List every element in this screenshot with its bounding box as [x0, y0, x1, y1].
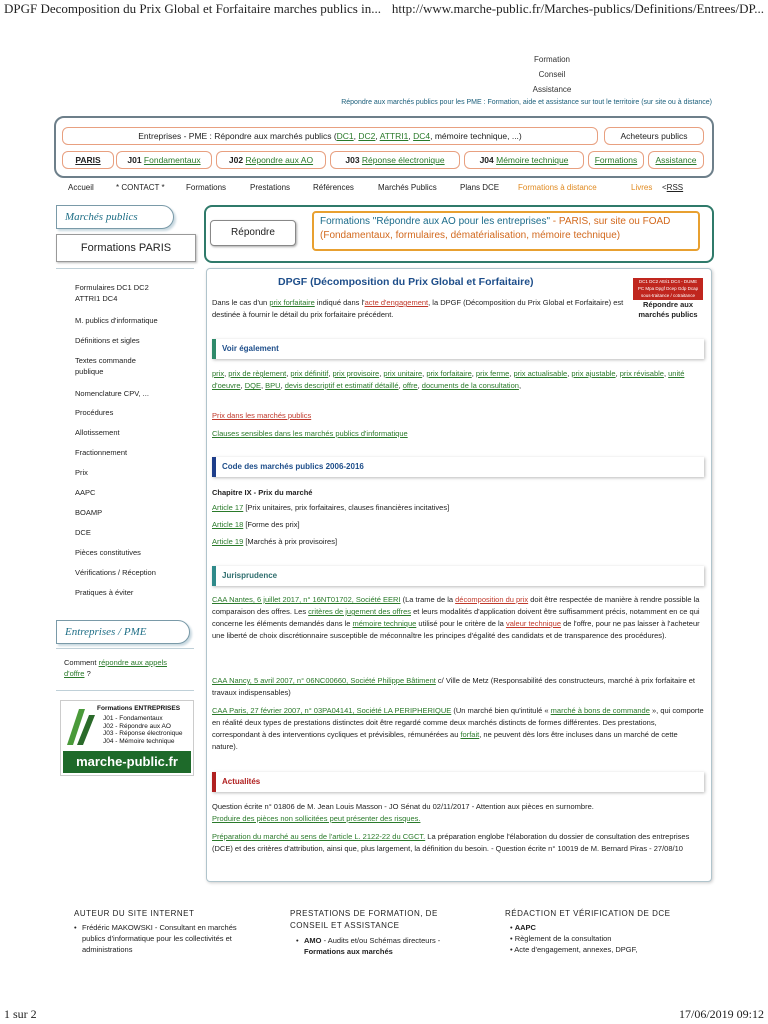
actu2-text: La préparation englobe l'élaboration du dossier de consultation des entreprises (DCE) et des critères d'attribution, ainsi que, plus largement, la définition du besoin. - Question écrite n° 10019 de M. Bernard Piras - 27/08/10 [212, 832, 690, 853]
section-actualites: Actualités [212, 772, 704, 792]
footer-col3-item-1[interactable] [510, 922, 710, 933]
voir-link-prix[interactable]: prix [212, 369, 225, 378]
chapitre-heading: Chapitre IX - Prix du marché [212, 488, 313, 497]
juris1-text-e: de l'offre, pour ne pas laisser à l'acheteur une liberté de choix discrétionnaire susceptible de méconnaître les principes d'égalité des candidats et de transparence des procédures). [212, 619, 700, 640]
article-17-link[interactable]: Article 17 [212, 503, 244, 512]
voir-link-prix-reglement[interactable]: prix de règlement [228, 369, 287, 378]
repondre-badge[interactable] [633, 278, 703, 300]
footer-col3-title: RÉDACTION ET VÉRIFICATION DE DCE [505, 909, 671, 918]
actualite-2 [212, 831, 704, 855]
footer-formations-marches: Formations aux marchés [304, 947, 393, 956]
actu1-text: Question écrite n° 01806 de M. Jean Louis Masson - JO Sénat du 02/11/2017 - Attention aux pièces en surnombre. [212, 802, 594, 811]
caa-nancy-link[interactable]: CAA Nancy, 5 avril 2007, n° 06NC00660, Société Philippe Bâtiment [212, 676, 436, 685]
assistance-link[interactable]: Assistance [655, 155, 697, 165]
logo-line-j03: J03 - Réponse électronique [103, 730, 183, 737]
formations-link[interactable]: Formations [594, 155, 638, 165]
j02-link[interactable]: Répondre aux AO [245, 155, 314, 165]
footer-col2-body [290, 935, 470, 957]
footer-amo: AMO [304, 936, 322, 945]
sidebar-item-verifications[interactable]: Vérifications / Réception [75, 568, 156, 577]
j02-code: J02 [228, 155, 244, 165]
comment-repondre [64, 657, 189, 679]
bullet-icon: • [510, 923, 515, 932]
nav-rss[interactable] [662, 183, 683, 192]
caa-paris-link[interactable]: CAA Paris, 27 février 2007, n° 03PA04141, Société LA PERIPHERIQUE [212, 706, 452, 715]
prix-marches-publics-row [212, 410, 311, 422]
nav-rss-label: RSS [666, 183, 684, 192]
dc1-link[interactable]: DC1 [336, 131, 354, 141]
juris3-text-c: , ne peuvent dès lors être incluses dans un marché de cette nature). [212, 730, 678, 751]
caa-nantes-link[interactable]: CAA Nantes, 6 juillet 2017, n° 16NT01702, Société EERI [212, 595, 401, 604]
sidebar-item-aapc[interactable]: AAPC [75, 488, 96, 497]
sidebar-item-boamp[interactable]: BOAMP [75, 508, 103, 517]
footer-col1-body [74, 922, 254, 955]
nav-marches-publics[interactable]: Marchés Publics [378, 183, 437, 192]
entreprises-end: , mémoire technique, ...) [430, 131, 522, 141]
formation-ad-box[interactable] [312, 211, 700, 251]
dc2-link[interactable]: DC2 [358, 131, 376, 141]
sidebar-item-nomenclature[interactable]: Nomenclature CPV, ... [75, 389, 149, 398]
voir-link-prix-definitif[interactable]: prix définitif [290, 369, 329, 378]
footer-col3-item-2[interactable] [510, 933, 710, 944]
decomposition-prix-link[interactable]: décomposition du prix [455, 595, 529, 604]
clauses-sensibles-row [212, 428, 408, 440]
voir-link-prix-provisoire[interactable]: prix provisoire [332, 369, 380, 378]
footer-col3-list [510, 922, 710, 955]
bullet-icon: • [510, 934, 515, 943]
produire-pieces-link[interactable]: Produire des pièces non sollicitées peut présenter des risques. [212, 814, 421, 823]
prix-forfaitaire-link[interactable]: prix forfaitaire [269, 298, 315, 307]
sidebar-item-dce[interactable]: DCE [75, 528, 91, 537]
article-19-row [212, 536, 704, 548]
nav-references[interactable]: Références [313, 183, 354, 192]
rss-icon: < [662, 183, 667, 192]
footer-col3-item-3[interactable] [510, 944, 710, 955]
formation-ad-title: Formations "Répondre aux AO pour les entreprises" [320, 216, 550, 227]
section-voir-egalement: Voir également [212, 339, 704, 359]
badge-line-1: DC1 DC2 Attri1 DC4 - DUME [638, 279, 698, 284]
section-code-marches: Code des marchés publics 2006-2016 [212, 457, 704, 477]
j01-button[interactable] [116, 151, 212, 169]
juris1-text-d: utilisé pour le critère de la [416, 619, 506, 628]
footer-col2-text: - Audits et/ou Schémas directeurs - [321, 936, 441, 945]
jurisprudence-3 [212, 705, 704, 753]
badge-line-2: PC Mpa Dpgf Dcep Gdp Dcap [637, 286, 699, 291]
voir-link-dqe[interactable]: DQE [244, 381, 261, 390]
valeur-technique-link[interactable]: valeur technique [505, 619, 561, 628]
juris3-text-b: », qui comporte en réalité deux types de prestations distinctes doit être regardé comme deux marchés distincts de formes différentes. Des prestations, correspondant à des interventions cycliques et prévisibles, rémunérées au [212, 706, 704, 739]
intro-paragraph [212, 297, 626, 321]
sidebar-item-prix[interactable]: Prix [75, 468, 88, 477]
voir-link-unite-oeuvre[interactable]: unité d'oeuvre [212, 369, 685, 390]
sidebar-divider-3 [56, 690, 194, 691]
juris1-text-b: doit être respectée de manière à rendre possible la comparaison des offres. Les [212, 595, 700, 616]
sidebar-item-textes[interactable]: Textes commande publique [75, 356, 136, 376]
footer-reglement: Règlement de la consultation [514, 934, 612, 943]
j02-button[interactable] [216, 151, 326, 169]
nav-formations[interactable]: Formations [186, 183, 227, 192]
paris-label: PARIS [75, 155, 101, 165]
article-17-row [212, 502, 704, 514]
formation-link[interactable]: Formation [533, 55, 570, 64]
intro-text-3: , la DPGF (Décomposition du Prix Global et Forfaitaire) est destinée à fournir le détail du prix forfaitaire précédent. [212, 298, 624, 319]
attri1-link[interactable]: ATTRI1 [379, 131, 409, 141]
clauses-sensibles-link[interactable]: Clauses sensibles dans les marchés publics d'informatique [212, 429, 408, 438]
article-18-row [212, 519, 704, 531]
sidebar-item-procedures[interactable]: Procédures [75, 408, 114, 417]
nav-accueil[interactable]: Accueil [68, 183, 94, 192]
print-header [0, 0, 768, 20]
conseil-link[interactable]: Conseil [538, 70, 566, 79]
sidebar-item-informatique[interactable]: M. publics d'informatique [75, 316, 158, 325]
forfait-link[interactable]: forfait [460, 730, 480, 739]
juris1-text-a: (La trame de la [400, 595, 456, 604]
entreprises-pill: Entreprises - PME : Répondre aux marchés publics (DC1, DC2, ATTRI1, DC4, mémoire technique, ...) [62, 127, 598, 145]
voir-link-devis[interactable]: devis descriptif et estimatif détaillé [284, 381, 399, 390]
section-jurisprudence: Jurisprudence [212, 566, 704, 586]
voir-link-prix-forfaitaire[interactable]: prix forfaitaire [426, 369, 472, 378]
sidebar-item-formulaires[interactable]: Formulaires DC1 DC2 ATTRI1 DC4 [75, 283, 149, 303]
j03-link[interactable]: Réponse électronique [361, 155, 445, 165]
page-title: DPGF (Décomposition du Prix Global et Forfaitaire) [278, 276, 534, 288]
voir-link-prix-unitaire[interactable]: prix unitaire [383, 369, 423, 378]
article-17-text: [Prix unitaires, prix forfaitaires, clauses financières incitatives] [243, 503, 450, 512]
j04-code: J04 [479, 155, 494, 165]
tagline: Répondre aux marchés publics pour les PME : Formation, aide et assistance sur tout le territoire (sur site ou à distance) [341, 99, 712, 106]
actualite-1 [212, 801, 704, 825]
nav-livres[interactable]: Livres [631, 183, 653, 192]
j04-button[interactable] [464, 151, 584, 169]
sidebar-divider [56, 268, 194, 269]
sidebar-item-allotissement[interactable]: Allotissement [75, 428, 120, 437]
paris-button[interactable] [62, 151, 114, 169]
juris2-text: c/ Ville de Metz (Responsabilité des constructeurs, marché à prix forfaitaire et travaux indispensables) [212, 676, 695, 697]
dc4-link[interactable]: DC4 [413, 131, 431, 141]
logo-lines [103, 715, 183, 745]
footer-col2-title: PRESTATIONS DE FORMATION, DE CONSEIL ET ASSISTANCE [290, 909, 438, 930]
formation-ad-details: - PARIS, sur site ou FOAD (Fondamentaux, formulaires, dématérialisation, mémoire technique) [320, 216, 671, 241]
sidebar-item-pratiques[interactable]: Pratiques à éviter [75, 588, 134, 597]
j03-code: J03 [345, 155, 360, 165]
print-date: 17/06/2019 09:12 [678, 1007, 764, 1021]
footer-aapc: AAPC [514, 923, 536, 932]
formations-button[interactable] [588, 151, 644, 169]
print-title: DPGF Decomposition du Prix Global et Forfaitaire marches publics in... [4, 1, 381, 16]
logo-title: Formations ENTREPRISES [97, 705, 181, 712]
article-18-link[interactable]: Article 18 [212, 520, 244, 529]
logo-line-j01: J01 - Fondamentaux [103, 715, 163, 722]
preparation-marche-link[interactable]: Préparation du marché au sens de l'article L. 2122-22 du CGCT. [212, 832, 426, 841]
bullet-icon: • [510, 945, 515, 954]
sidebar-item-definitions[interactable]: Définitions et sigles [75, 336, 140, 345]
criteres-jugement-link[interactable]: critères de jugement des offres [308, 607, 412, 616]
juris3-text-a: (Un marché bien qu'intitulé « [451, 706, 551, 715]
j04-link[interactable]: Mémoire technique [496, 155, 569, 165]
acheteurs-button[interactable]: Acheteurs publics [604, 127, 704, 145]
nav-plans-dce[interactable]: Plans DCE [460, 183, 500, 192]
badge-caption: Répondre aux marchés publics [638, 300, 698, 319]
jurisprudence-2 [212, 675, 704, 699]
sidebar-item-pieces[interactable]: Pièces constitutives [75, 548, 141, 557]
nav-prestations[interactable]: Prestations [250, 183, 291, 192]
article-19-text: [Marchés à prix provisoires] [243, 537, 338, 546]
assistance-button[interactable] [648, 151, 704, 169]
comment-post: ? [84, 669, 91, 678]
formations-paris-button[interactable]: Formations PARIS [56, 234, 196, 262]
assistance-top-link[interactable]: Assistance [532, 85, 572, 94]
sidebar-heading-entreprises: Entreprises / PME [56, 620, 190, 644]
j01-code: J01 [127, 155, 142, 165]
sidebar-item-fractionnement[interactable]: Fractionnement [75, 448, 128, 457]
prix-marches-publics-link[interactable]: Prix dans les marchés publics [212, 411, 312, 420]
intro-text-2: indiqué dans l' [314, 298, 365, 307]
voir-link-bpu[interactable]: BPU [265, 381, 281, 390]
voir-link-prix-ajustable[interactable]: prix ajustable [571, 369, 616, 378]
comment-pre: Comment [64, 658, 99, 667]
article-18-text: [Forme des prix] [243, 520, 300, 529]
voir-link-documents[interactable]: documents de la consultation [421, 381, 519, 390]
voir-links-list: prix, prix de règlement, prix définitif, prix provisoire, prix unitaire, prix forfaitaire, prix ferme, prix actualisable, prix ajustable, prix révisable, unité d'oeuvre, DQE, BPU, devis descriptif et estimatif détaillé, offre, documents de la consultation, [212, 369, 685, 390]
voir-link-prix-revisable[interactable]: prix révisable [619, 369, 664, 378]
top-navigation-box [54, 116, 714, 178]
logo-line-j02: J02 - Répondre aux AO [103, 722, 171, 730]
bullet-icon: • [296, 936, 299, 945]
j01-link[interactable]: Fondamentaux [143, 155, 201, 165]
voir-link-prix-actualisable[interactable]: prix actualisable [513, 369, 568, 378]
page-number: 1 sur 2 [4, 1007, 37, 1021]
logo-line-j04: J04 - Mémoire technique [103, 737, 175, 745]
voir-link-prix-ferme[interactable]: prix ferme [475, 369, 510, 378]
repondre-button[interactable]: Répondre [210, 220, 296, 246]
print-url: http://www.marche-public.fr/Marches-publics/Definitions/Entrees/DP... [391, 1, 764, 16]
footer-col1-text: Frédéric MAKOWSKI - Consultant en marchés publics d'informatique pour les collectivités et administrations [82, 923, 237, 954]
nav-contact[interactable]: * CONTACT * [116, 183, 165, 192]
badge-line-3: sous-traitance / cotraitance [640, 293, 696, 298]
footer-acte-engagement: Acte d'engagement, annexes, DPGF, [514, 945, 638, 954]
memoire-technique-link[interactable]: mémoire technique [352, 619, 417, 628]
juris1-text-c: et leurs modalités d'application doivent être suffisamment précis, notamment en ce qui concerne les éléments demandés dans le [212, 607, 700, 628]
repondre-ao-link[interactable]: répondre aux appels d'offre [64, 658, 167, 678]
bullet-icon: • [74, 923, 77, 932]
voir-link-offre[interactable]: offre [402, 381, 418, 390]
entreprises-text: Entreprises - PME : Répondre aux marchés publics ( [138, 131, 337, 141]
bons-de-commande-link[interactable]: marché à bons de commande [550, 706, 650, 715]
logo-site-name: marche-public.fr [63, 751, 191, 773]
formations-entreprises-logo[interactable] [60, 700, 194, 776]
j03-button[interactable] [330, 151, 460, 169]
article-19-link[interactable]: Article 19 [212, 537, 244, 546]
acte-engagement-link[interactable]: acte d'engagement [364, 298, 429, 307]
nav-formations-distance[interactable]: Formations à distance [518, 183, 597, 192]
intro-text-1: Dans le cas d'un [212, 298, 270, 307]
footer-col1-title: AUTEUR DU SITE INTERNET [74, 909, 195, 918]
jurisprudence-1 [212, 594, 704, 642]
sidebar-heading-marches: Marchés publics [56, 205, 174, 229]
logo-arrows-icon [65, 705, 95, 749]
sidebar-divider-2 [56, 648, 194, 649]
